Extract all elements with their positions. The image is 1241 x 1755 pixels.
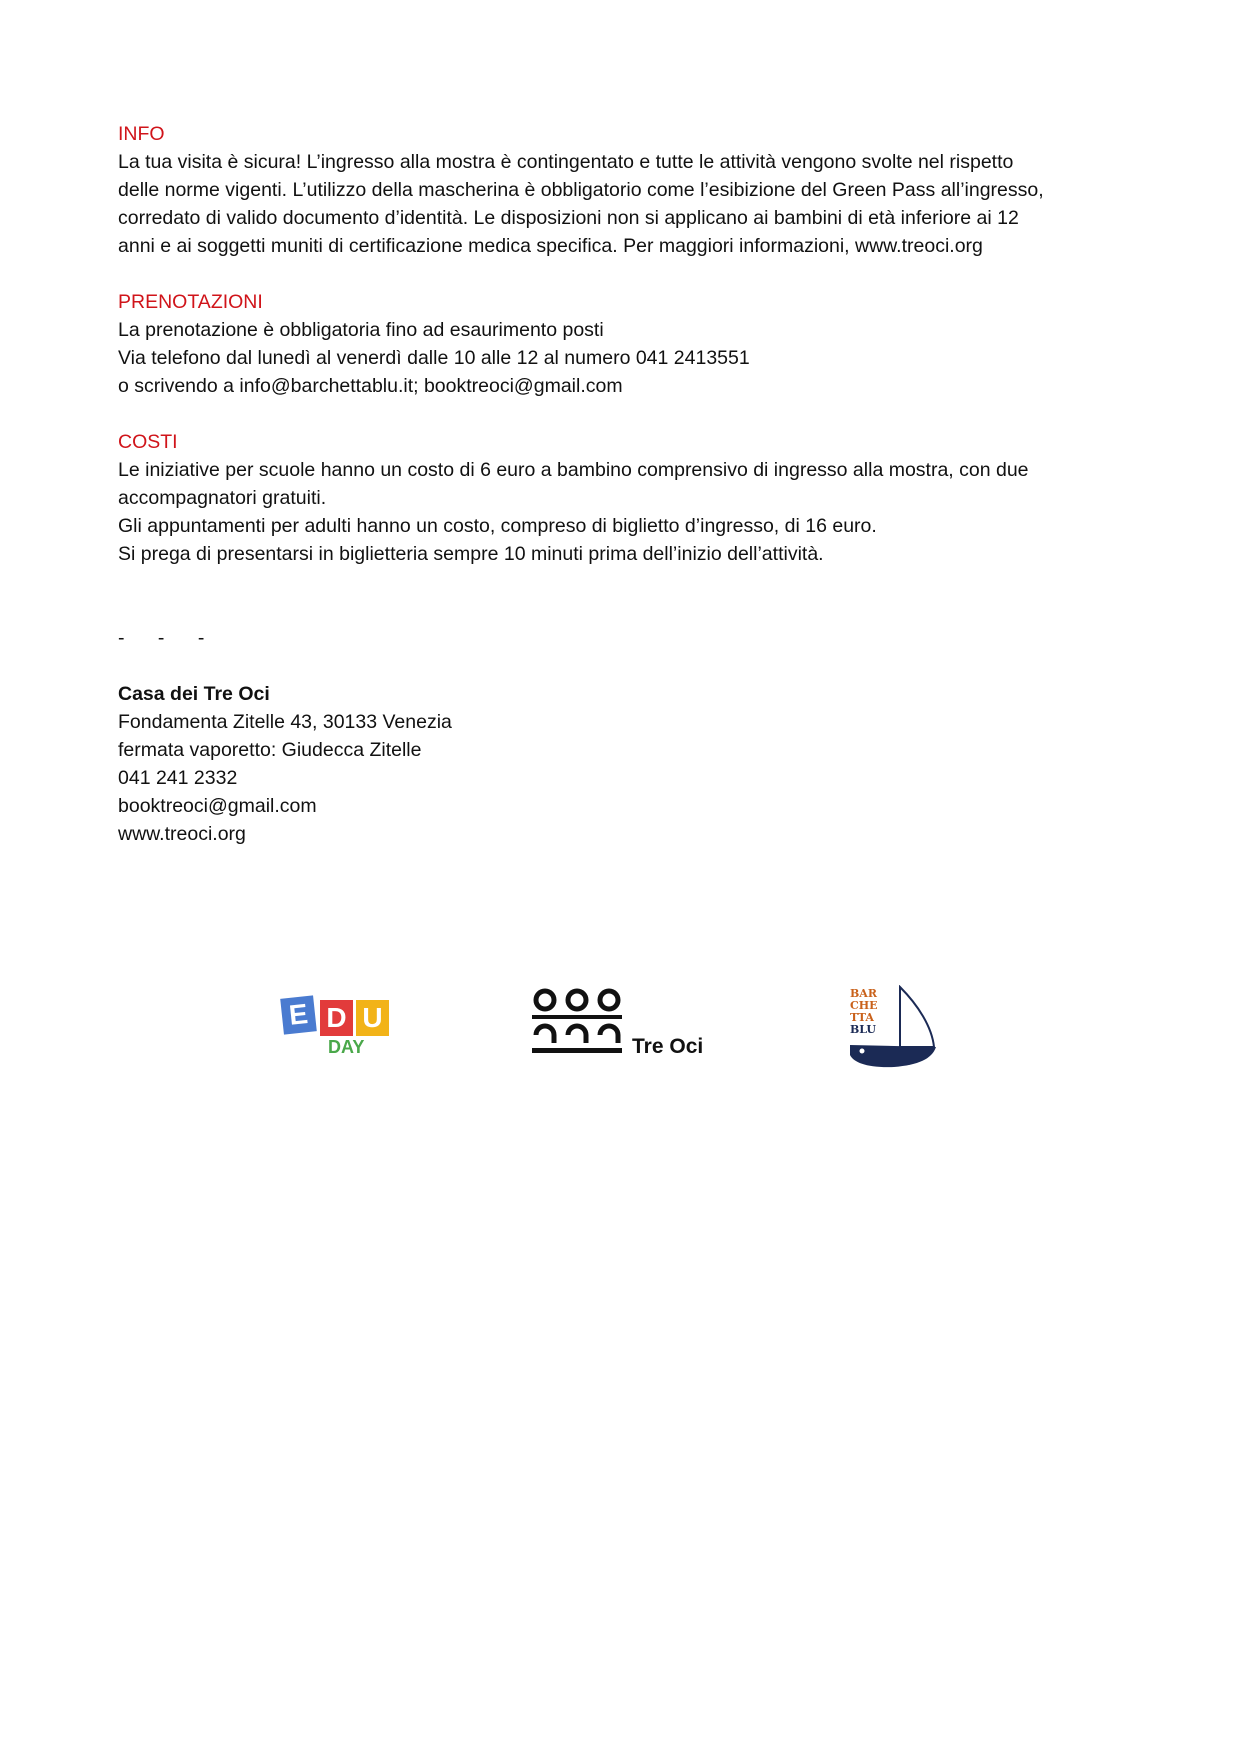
info-heading: INFO bbox=[118, 123, 165, 145]
info-line: La tua visita è sicura! L’ingresso alla mostra è contingentato e tutte le attività vengono svolte nel rispetto bbox=[118, 151, 1014, 173]
costi-heading: COSTI bbox=[118, 431, 178, 453]
info-section bbox=[118, 120, 1128, 260]
edu-letter-d: D bbox=[320, 1000, 353, 1036]
costi-line: Le iniziative per scuole hanno un costo di 6 euro a bambino comprensivo di ingresso alla mostra, con due bbox=[118, 459, 1029, 481]
edu-letter-u: U bbox=[356, 1000, 389, 1036]
treoci-label: Tre Oci bbox=[632, 1035, 704, 1058]
contact-block bbox=[118, 680, 1128, 848]
costi-line: Si prega di presentarsi in biglietteria sempre 10 minuti prima dell’inizio dell’attività. bbox=[118, 543, 824, 565]
prenotazioni-line: Via telefono dal lunedì al venerdì dalle 10 alle 12 al numero 041 2413551 bbox=[118, 347, 750, 369]
treoci-eyes-icon bbox=[530, 985, 625, 1065]
treoci-logo bbox=[530, 985, 720, 1065]
eduday-logo bbox=[280, 995, 420, 1065]
separator: - - - bbox=[118, 627, 219, 649]
logos-row bbox=[0, 985, 1241, 1075]
prenotazioni-line: La prenotazione è obbligatoria fino ad esaurimento posti bbox=[118, 319, 604, 341]
prenotazioni-line: o scrivendo a info@barchettablu.it; booktreoci@gmail.com bbox=[118, 375, 623, 397]
prenotazioni-section bbox=[118, 288, 1128, 400]
contact-address: Fondamenta Zitelle 43, 30133 Venezia bbox=[118, 711, 452, 733]
info-line: corredato di valido documento d’identità. Le disposizioni non si applicano ai bambini di età inferiore ai 12 bbox=[118, 207, 1019, 229]
contact-phone: 041 241 2332 bbox=[118, 767, 238, 789]
contact-email[interactable]: booktreoci@gmail.com bbox=[118, 795, 317, 817]
prenotazioni-heading: PRENOTAZIONI bbox=[118, 291, 263, 313]
costi-line: accompagnatori gratuiti. bbox=[118, 487, 327, 509]
contact-name: Casa dei Tre Oci bbox=[118, 683, 270, 705]
sailboat-icon bbox=[848, 985, 940, 1073]
document-page bbox=[118, 120, 1128, 876]
barchetta-text-3: TTA bbox=[850, 1011, 874, 1024]
edu-day-label: DAY bbox=[328, 1037, 365, 1057]
info-line: delle norme vigenti. L’utilizzo della mascherina è obbligatorio come l’esibizione del Green Pass all’ingresso, bbox=[118, 179, 1044, 201]
costi-line: Gli appuntamenti per adulti hanno un costo, compreso di biglietto d’ingresso, di 16 euro. bbox=[118, 515, 877, 537]
barchetta-text-2: CHE bbox=[850, 999, 878, 1012]
barchetta-text-4: BLU bbox=[850, 1023, 877, 1036]
costi-section bbox=[118, 428, 1128, 568]
barchetta-text-1: BAR bbox=[850, 987, 877, 1000]
edu-letter-e: E bbox=[280, 995, 317, 1034]
barchetta-blu-logo bbox=[848, 985, 940, 1073]
contact-website[interactable]: www.treoci.org bbox=[118, 823, 246, 845]
info-line: anni e ai soggetti muniti di certificazione medica specifica. Per maggiori informazioni, www.treoci.org bbox=[118, 235, 983, 257]
contact-stop: fermata vaporetto: Giudecca Zitelle bbox=[118, 739, 422, 761]
